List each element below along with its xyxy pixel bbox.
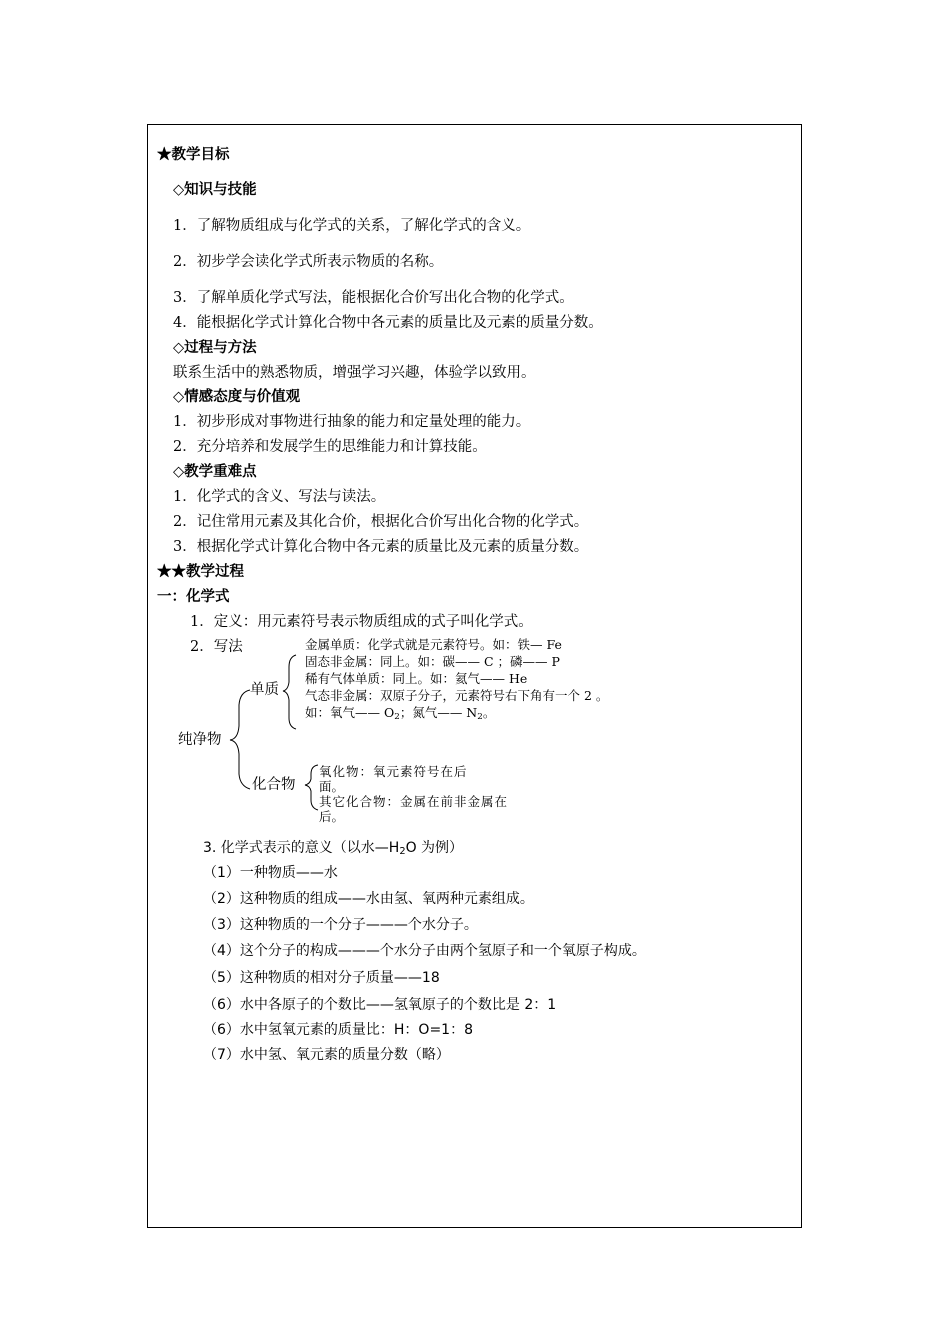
element-label: 单质 [250,682,279,698]
attitude-item: 1．初步形成对事物进行抽象的能力和定量处理的能力。 [173,414,531,430]
compound-label: 化合物 [252,777,296,793]
section-chemical-formula: 一：化学式 [157,588,230,605]
meaning-item: （3）这种物质的一个分子———个水分子。 [203,917,478,933]
rule-metal: 金属单质：化学式就是元素符号。如：铁— Fe [305,637,562,652]
process-heading: ★★教学过程 [157,563,244,580]
attitude-item: 2．充分培养和发展学生的思维能力和计算技能。 [173,439,487,455]
knowledge-item: 4．能根据化学式计算化合物中各元素的质量比及元素的质量分数。 [173,315,603,331]
key-point-item: 3．根据化学式计算化合物中各元素的质量比及元素的质量分数。 [173,539,589,555]
writing-label: 2．写法 [190,639,243,655]
compound-brace [305,765,318,810]
attitude-heading: ◇情感态度与价值观 [173,388,301,405]
process-method-heading: ◇过程与方法 [173,339,257,356]
meaning-item: （1）一种物质——水 [203,865,338,881]
knowledge-item: 2．初步学会读化学式所表示物质的名称。 [173,254,444,270]
rule-noble-gas: 稀有气体单质：同上。如：氦气—— He [305,671,528,686]
meaning-item: （6）水中各原子的个数比——氢氧原子的个数比是 2：1 [203,997,557,1013]
rule-oxide: 氧化物：氧元素符号在后 [319,764,468,779]
rule-other-compound-cont: 后。 [319,809,345,824]
pure-substance-label: 纯净物 [178,732,222,748]
element-brace [283,655,296,729]
rule-solid-nonmetal: 固态非金属：同上。如：碳—— C ；磷—— P [305,654,560,669]
key-point-item: 1．化学式的含义、写法与读法。 [173,489,386,505]
meaning-item: （5）这种物质的相对分子质量——18 [203,970,440,986]
meaning-item: （6）水中氢氧元素的质量比：H：O=1：8 [203,1022,473,1038]
meaning-item: （4）这个分子的构成———个水分子由两个氢原子和一个氧原子构成。 [203,943,646,959]
rule-gas-nonmetal: 气态非金属：双原子分子，元素符号右下角有一个 2 。 [305,688,609,703]
key-points-heading: ◇教学重难点 [173,463,257,480]
knowledge-item: 3．了解单质化学式写法，能根据化合价写出化合物的化学式。 [173,290,574,306]
knowledge-item: 1．了解物质组成与化学式的关系，了解化学式的含义。 [173,218,531,234]
objectives-heading: ★教学目标 [157,146,230,163]
process-method-text: 联系生活中的熟悉物质，增强学习兴趣，体验学以致用。 [173,365,536,381]
meaning-item: （7）水中氢、氧元素的质量分数（略） [203,1047,450,1063]
definition-line: 1．定义：用元素符号表示物质组成的式子叫化学式。 [190,614,533,630]
root-brace [230,690,250,789]
rule-other-compound: 其它化合物：金属在前非金属在 [319,794,509,809]
knowledge-heading: ◇知识与技能 [173,181,257,198]
meaning-heading: 3. 化学式表示的意义（以水$—H_2O$ 为例） [203,840,464,857]
key-point-item: 2．记住常用元素及其化合价，根据化合价写出化合物的化学式。 [173,514,589,530]
rule-oxide-cont: 面。 [319,779,345,794]
meaning-item: （2）这种物质的组成——水由氢、氧两种元素组成。 [203,891,534,907]
rule-gas-example: 如：氧气—— $O_2$；氮气—— $N_2$。 [305,705,496,722]
